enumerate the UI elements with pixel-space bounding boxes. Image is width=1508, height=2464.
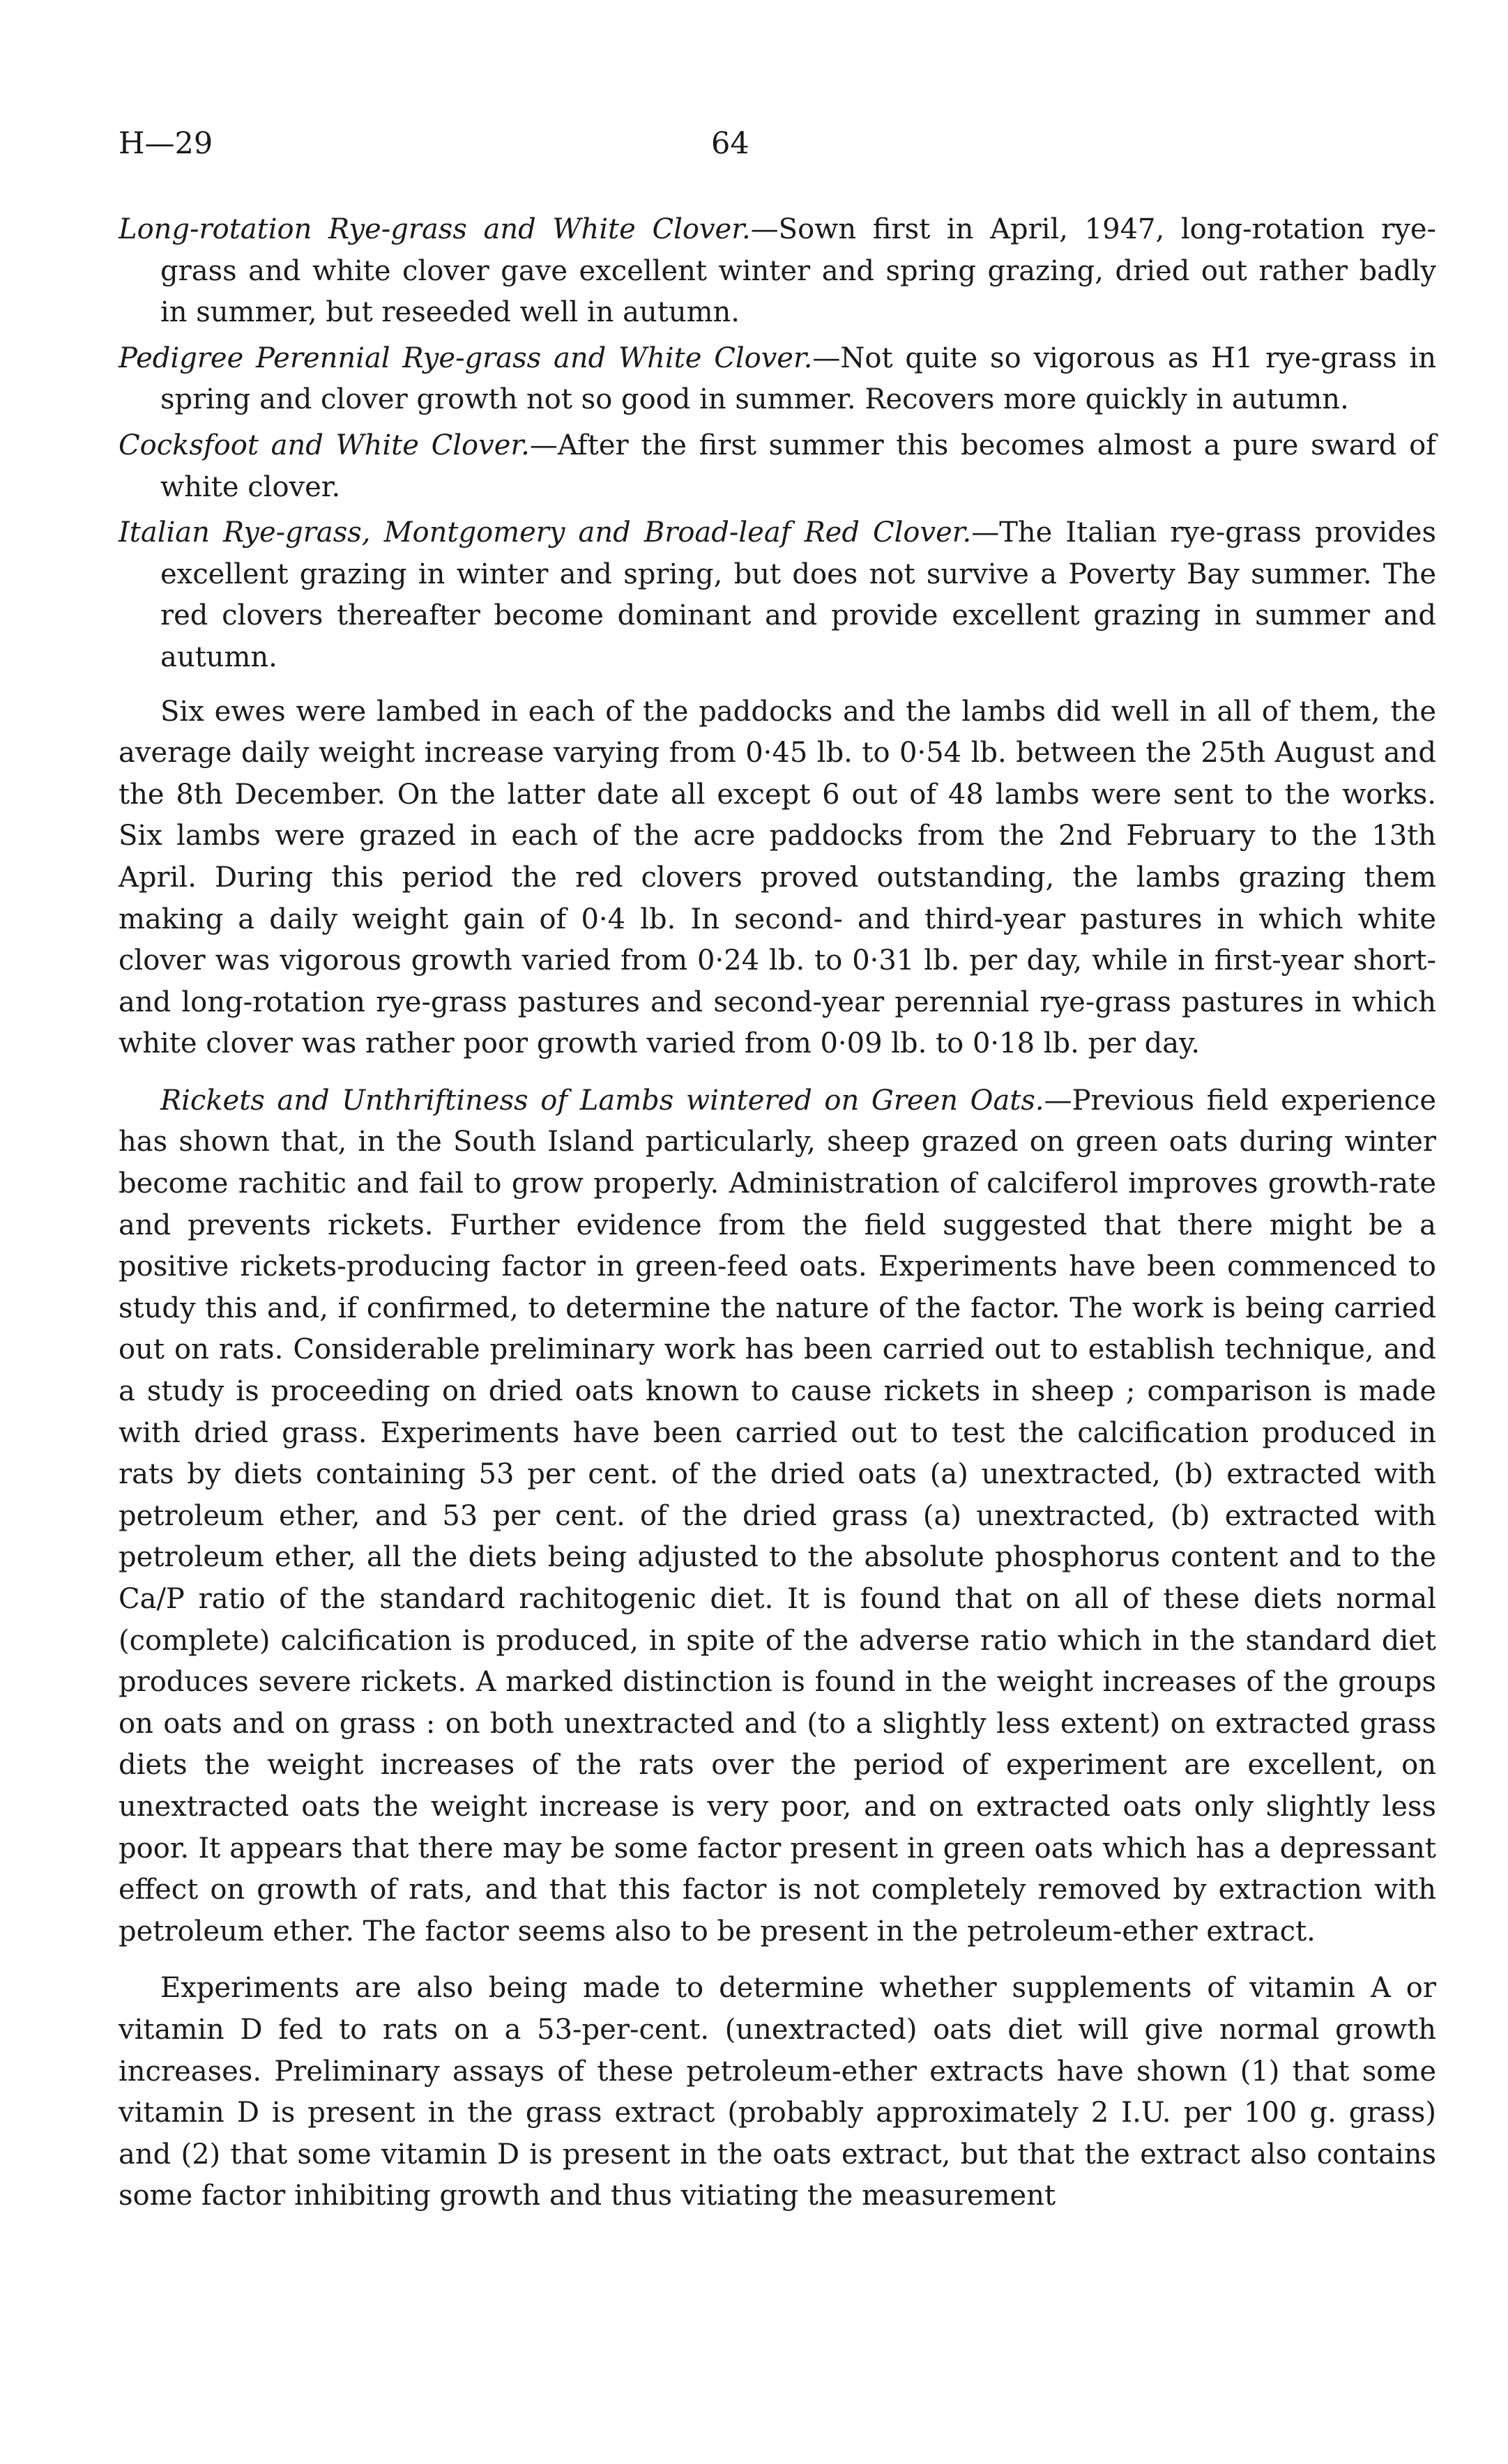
entry-text: —After the first summer this becomes almost a pure sward of white clover. (160, 429, 1436, 503)
pasture-entry (119, 209, 1436, 334)
entry-text: —The Italian rye-grass provides excellent grazing in winter and spring, but does not survive a Poverty Bay summer. The red clovers thereafter become dominant and provide excellent grazing in summer and autumn. (160, 516, 1437, 673)
lambs-paragraph: Six ewes were lambed in each of the paddocks and the lambs did well in all of them, the average daily weight increase varying from 0·45 lb. to 0·54 lb. between the 25th August and the 8th December. On the latter date all except 6 out of 48 lambs were sent to the works. Six lambs were grazed in each of the acre paddocks from the 2nd February to the 13th April. During this period the red clovers proved outstanding, the lambs grazing them making a daily weight gain of 0·4 lb. In second- and third-year pastures in which white clover was vigorous growth varied from 0·24 lb. to 0·31 lb. per day, while in first-year short- and long-rotation rye-grass pastures and second-year perennial rye-grass pastures in which white clover was rather poor growth varied from 0·09 lb. to 0·18 lb. per day. (119, 695, 1436, 1060)
page-header (119, 123, 1438, 164)
rickets-paragraph (119, 1080, 1436, 1952)
rickets-title: Rickets and Unthriftiness of Lambs wintered on Green Oats. (160, 1084, 1044, 1117)
report-reference: H—29 (119, 126, 213, 161)
entry-title: Long-rotation Rye-grass and White Clover. (119, 213, 751, 245)
entry-title: Italian Rye-grass, Montgomery and Broad-leaf Red Clover. (119, 516, 972, 549)
pasture-entry (119, 338, 1436, 421)
entry-text: —Sown first in April, 1947, long-rotation rye-grass and white clover gave excellent winter and spring grazing, dried out rather badly in summer, but reseeded well in autumn. (160, 213, 1437, 329)
vitamins-paragraph: Experiments are also being made to determine whether supplements of vitamin A or vitamin D fed to rats on a 53-per-cent. (unextracted) oats diet will give normal growth increases. Preliminary assays of these petroleum-ether extracts have shown (1) that some vitamin D is present in the grass extract (probably approximately 2 I.U. per 100 g. grass) and (2) that some vitamin D is present in the oats extract, but that the extract also contains some factor inhibiting growth and thus vitiating the measurement (119, 1972, 1436, 2212)
pasture-entry (119, 512, 1436, 678)
rickets-text: —Previous field experience has shown that, in the South Island particularly, sheep grazed on green oats during winter become rachitic and fail to grow properly. Administration of calciferol improves growth-rate and prevents rickets. Further evidence from the field suggested that there might be a positive rickets-producing factor in green-feed oats. Experiments have been commenced to study this and, if confirmed, to determine the nature of the factor. The work is being carried out on rats. Considerable preliminary work has been carried out to establish technique, and a study is proceeding on dried oats known to cause rickets in sheep ; comparison is made with dried grass. Experiments have been carried out to test the calcification produced in rats by diets containing 53 per cent. of the dried oats (a) unextracted, (b) extracted with petroleum ether, and 53 per cent. of the dried grass (a) unextracted, (b) extracted with petroleum ether, all the diets being adjusted to the absolute phosphorus content and to the Ca/P ratio of the standard rachitogenic diet. It is found that on all of these diets normal (complete) calcification is produced, in spite of the adverse ratio which in the standard diet produces severe rickets. A marked distinction is found in the weight increases of the groups on oats and on grass : on both unextracted and (to a slightly less extent) on extracted grass diets the weight increases of the rats over the period of experiment are excellent, on unextracted oats the weight increase is very poor, and on extracted oats only slightly less poor. It appears that there may be some factor present in green oats which has a depressant effect on growth of rats, and that this factor is not completely removed by extraction with petroleum ether. The factor seems also to be present in the petroleum-ether extract. (119, 1084, 1437, 1948)
entry-title: Pedigree Perennial Rye-grass and White Clover. (119, 342, 813, 374)
entry-text: —Not quite so vigorous as H1 rye-grass in spring and clover growth not so good in summer. Recovers more quickly in autumn. (160, 342, 1436, 416)
pasture-entry (119, 425, 1436, 508)
body-text (119, 209, 1436, 2217)
entry-title: Cocksfoot and White Clover. (119, 429, 530, 461)
page-number: 64 (711, 126, 749, 161)
